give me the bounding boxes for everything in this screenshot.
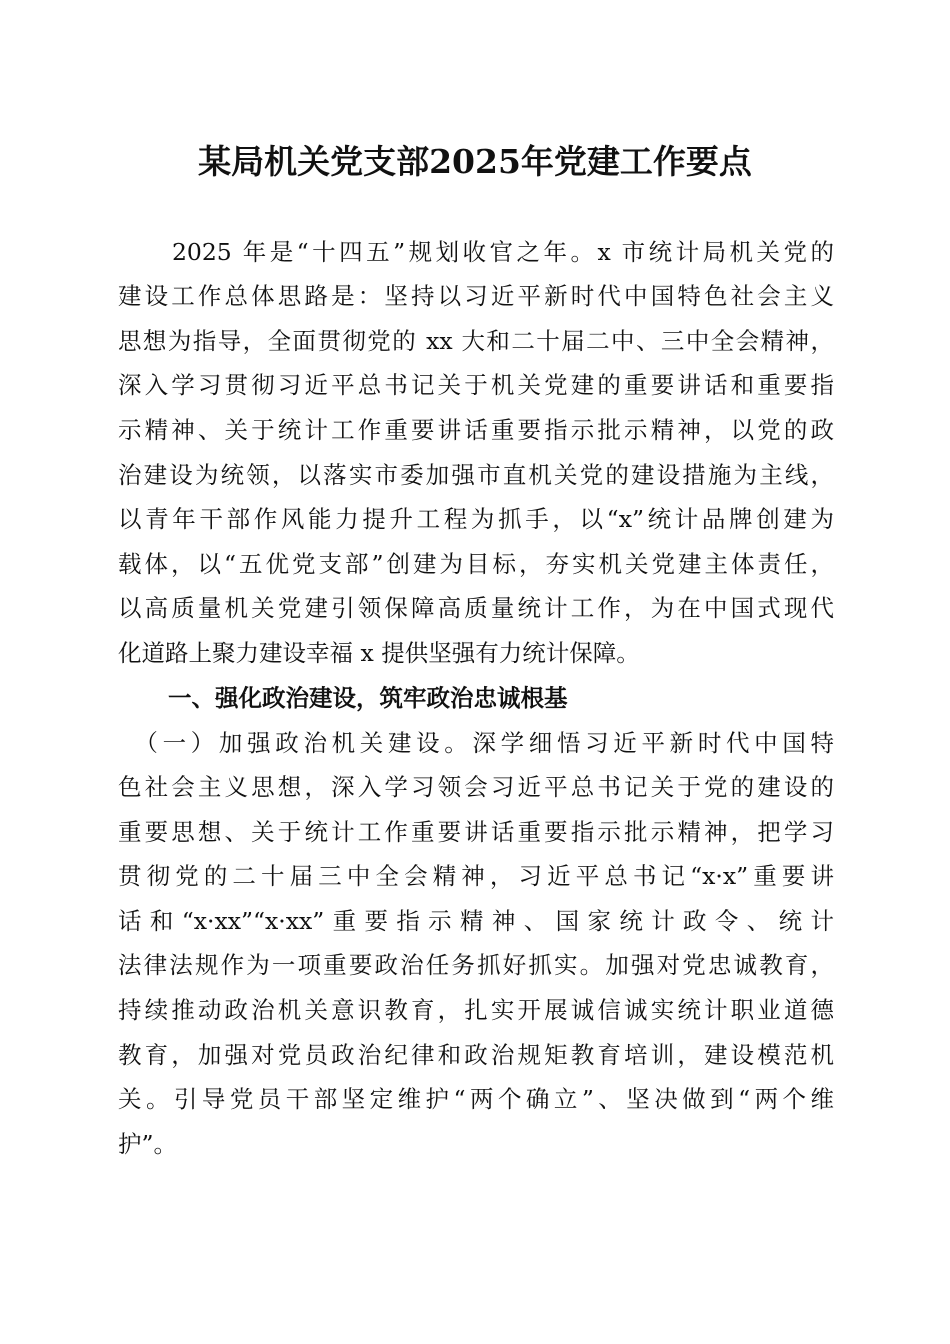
paragraph-line: 持续推动政治机关意识教育，扎实开展诚信诚实统计职业道德 bbox=[118, 996, 834, 1024]
paragraph-line: 色社会主义思想，深入学习领会习近平总书记关于党的建设的 bbox=[118, 773, 834, 801]
paragraph-line: 深入学习贯彻习近平总书记关于机关党建的重要讲话和重要指 bbox=[118, 371, 834, 399]
paragraph-line: （一）加强政治机关建设。深学细悟习近平新时代中国特 bbox=[118, 729, 834, 757]
paragraph-line: 护”。 bbox=[118, 1130, 178, 1158]
section-heading: 一、强化政治建设，筑牢政治忠诚根基 bbox=[168, 684, 568, 712]
paragraph-line: 以高质量机关党建引领保障高质量统计工作，为在中国式现代 bbox=[118, 594, 834, 622]
paragraph-line: 法律法规作为一项重要政治任务抓好抓实。加强对党忠诚教育， bbox=[118, 951, 834, 979]
paragraph-line: 建设工作总体思路是：坚持以习近平新时代中国特色社会主义 bbox=[118, 282, 834, 310]
paragraph-line: 重要思想、关于统计工作重要讲话重要指示批示精神，把学习 bbox=[118, 818, 834, 846]
paragraph-line: 思想为指导，全面贯彻党的 xx 大和二十届二中、三中全会精神， bbox=[118, 327, 834, 355]
paragraph-line: 贯彻党的二十届三中全会精神，习近平总书记“x·x”重要讲 bbox=[118, 862, 834, 890]
paragraph-line: 2025 年是“十四五”规划收官之年。x 市统计局机关党的 bbox=[118, 238, 834, 266]
paragraph-line: 关。引导党员干部坚定维护“两个确立”、坚决做到“两个维 bbox=[118, 1085, 834, 1113]
paragraph-line: 教育，加强对党员政治纪律和政治规矩教育培训，建设模范机 bbox=[118, 1041, 834, 1069]
paragraph-line: 以青年干部作风能力提升工程为抓手，以“x”统计品牌创建为 bbox=[118, 505, 834, 533]
paragraph-line: 示精神、关于统计工作重要讲话重要指示批示精神，以党的政 bbox=[118, 416, 834, 444]
paragraph-line: 载体，以“五优党支部”创建为目标，夯实机关党建主体责任， bbox=[118, 550, 834, 578]
paragraph-line: 话和“x·xx”“x·xx”重要指示精神、国家统计政令、统计 bbox=[118, 907, 834, 935]
paragraph-line: 治建设为统领，以落实市委加强市直机关党的建设措施为主线， bbox=[118, 461, 834, 489]
document-title: 某局机关党支部2025年党建工作要点 bbox=[198, 142, 752, 181]
paragraph-line: 化道路上聚力建设幸福 x 提供坚强有力统计保障。 bbox=[118, 639, 640, 667]
